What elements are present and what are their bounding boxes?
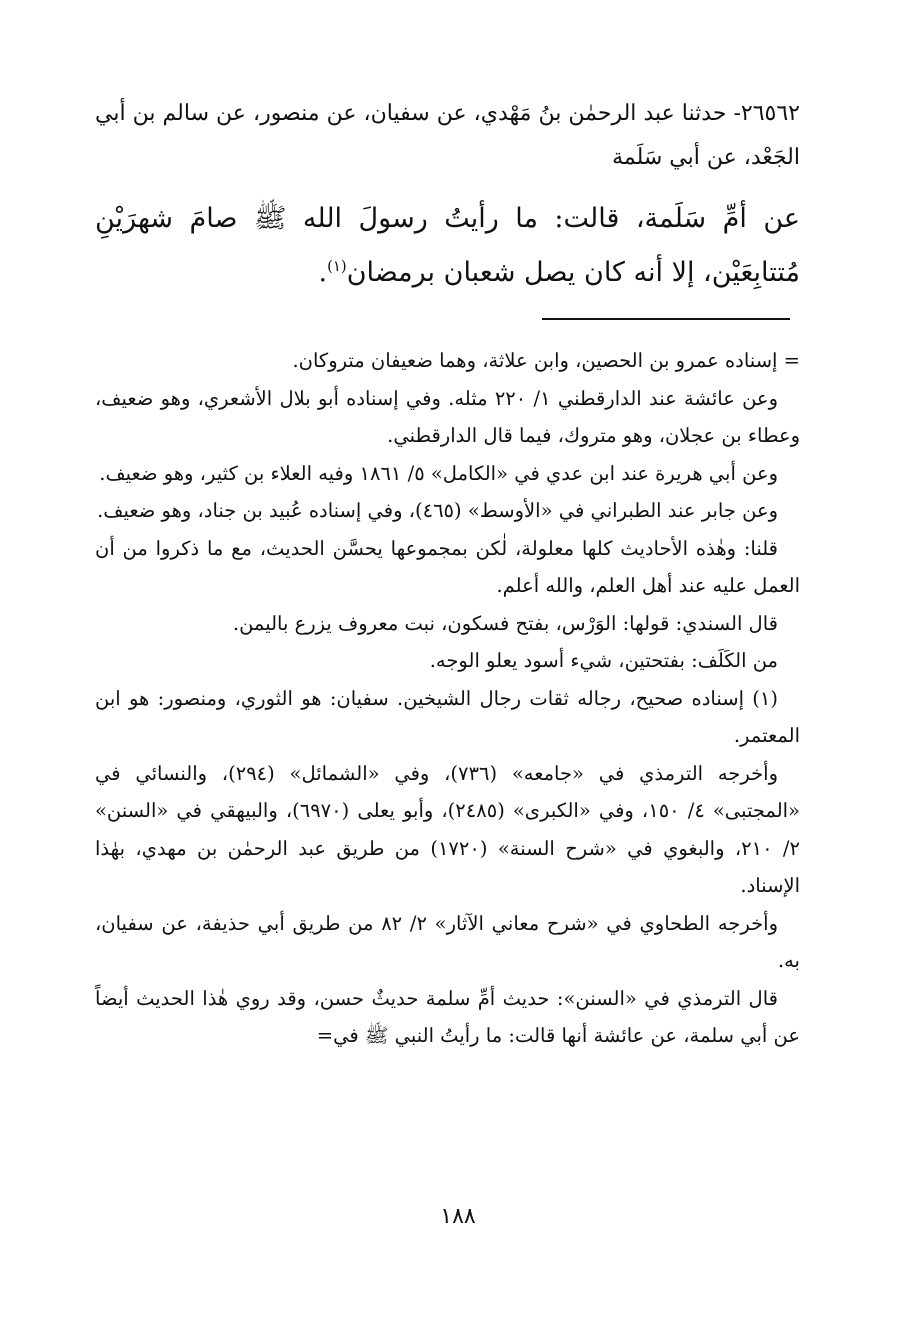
footnote-paragraph: وعن جابر عند الطبراني في «الأوسط» (٤٦٥)، وفي إسناده عُبيد بن جناد، وهو ضعيف. [97, 499, 778, 522]
hadith-chain: ٢٦٥٦٢- حدثنا عبد الرحمٰن بنُ مَهْدي، عن سفيان، عن منصور، عن سالم بن أبي الجَعْد، عن أبي سَلَمة [95, 101, 800, 170]
footnote-paragraph: وعن عائشة عند الدارقطني ١/ ٢٢٠ مثله. وفي إسناده أبو بلال الأشعري، وهو ضعيف، وعطاء بن عجلان، وهو متروك، فيما قال الدارقطني. [95, 386, 800, 447]
hadith-text-block [95, 192, 800, 300]
footnote-paragraph: من الكَلَف: بفتحتين، شيء أسود يعلو الوجه. [429, 649, 778, 672]
page-number: ١٨٨ [440, 1204, 476, 1229]
footnote-paragraph: قلنا: وهٰذه الأحاديث كلها معلولة، لٰكن بمجموعها يحسَّن الحديث، مع ما ذكروا من أن العمل عليه عند أهل العلم، والله أعلم. [95, 536, 800, 597]
footnote-paragraph: قال الترمذي في «السنن»: حديث أمِّ سلمة حديثٌ حسن، وقد روي هٰذا الحديث أيضاً عن أبي سلمة، عن عائشة أنها قالت: ما رأيتُ النبي ﷺ في= [95, 986, 800, 1047]
footnote-paragraph: وأخرجه الطحاوي في «شرح معاني الآثار» ٢/ ٨٢ من طريق أبي حذيفة، عن سفيان، به. [95, 911, 800, 972]
hadith-text: عن أمِّ سَلَمة، قالت: ما رأيتُ رسولَ الله ﷺ صامَ شهرَيْنِ مُتتابِعَيْن، إلا أنه كان يصل شعبان برمضان [95, 203, 800, 288]
hadith-text-end: . [318, 257, 328, 288]
footnote-paragraph: = إسناده عمرو بن الحصين، وابن علاثة، وهما ضعيفان متروكان. [292, 349, 800, 372]
footnotes [95, 342, 800, 1055]
footnote-separator [542, 318, 790, 320]
footnote-ref: (١) [327, 257, 347, 275]
footnote-paragraph: وعن أبي هريرة عند ابن عدي في «الكامل» ٥/ ١٨٦١ وفيه العلاء بن كثير، وهو ضعيف. [99, 461, 778, 485]
footnote-paragraph: وأخرجه الترمذي في «جامعه» (٧٣٦)، وفي «الشمائل» (٢٩٤)، والنسائي في «المجتبى» ٤/ ١٥٠، وفي «الكبرى» (٢٤٨٥)، وأبو يعلى (٦٩٧٠)، والبيهقي في «السنن» ٢/ ٢١٠، والبغوي في «شرح السنة» (١٧٢٠) من طريق عبد الرحمٰن بن مهدي، بهٰذا الإسناد. [95, 761, 800, 897]
footnote-paragraph: قال السندي: قولها: الوَرْس، بفتح فسكون، نبت معروف يزرع باليمن. [232, 611, 778, 635]
footnote-paragraph: (١) إسناده صحيح، رجاله ثقات رجال الشيخين. سفيان: هو الثوري، ومنصور: هو ابن المعتمر. [95, 686, 800, 747]
